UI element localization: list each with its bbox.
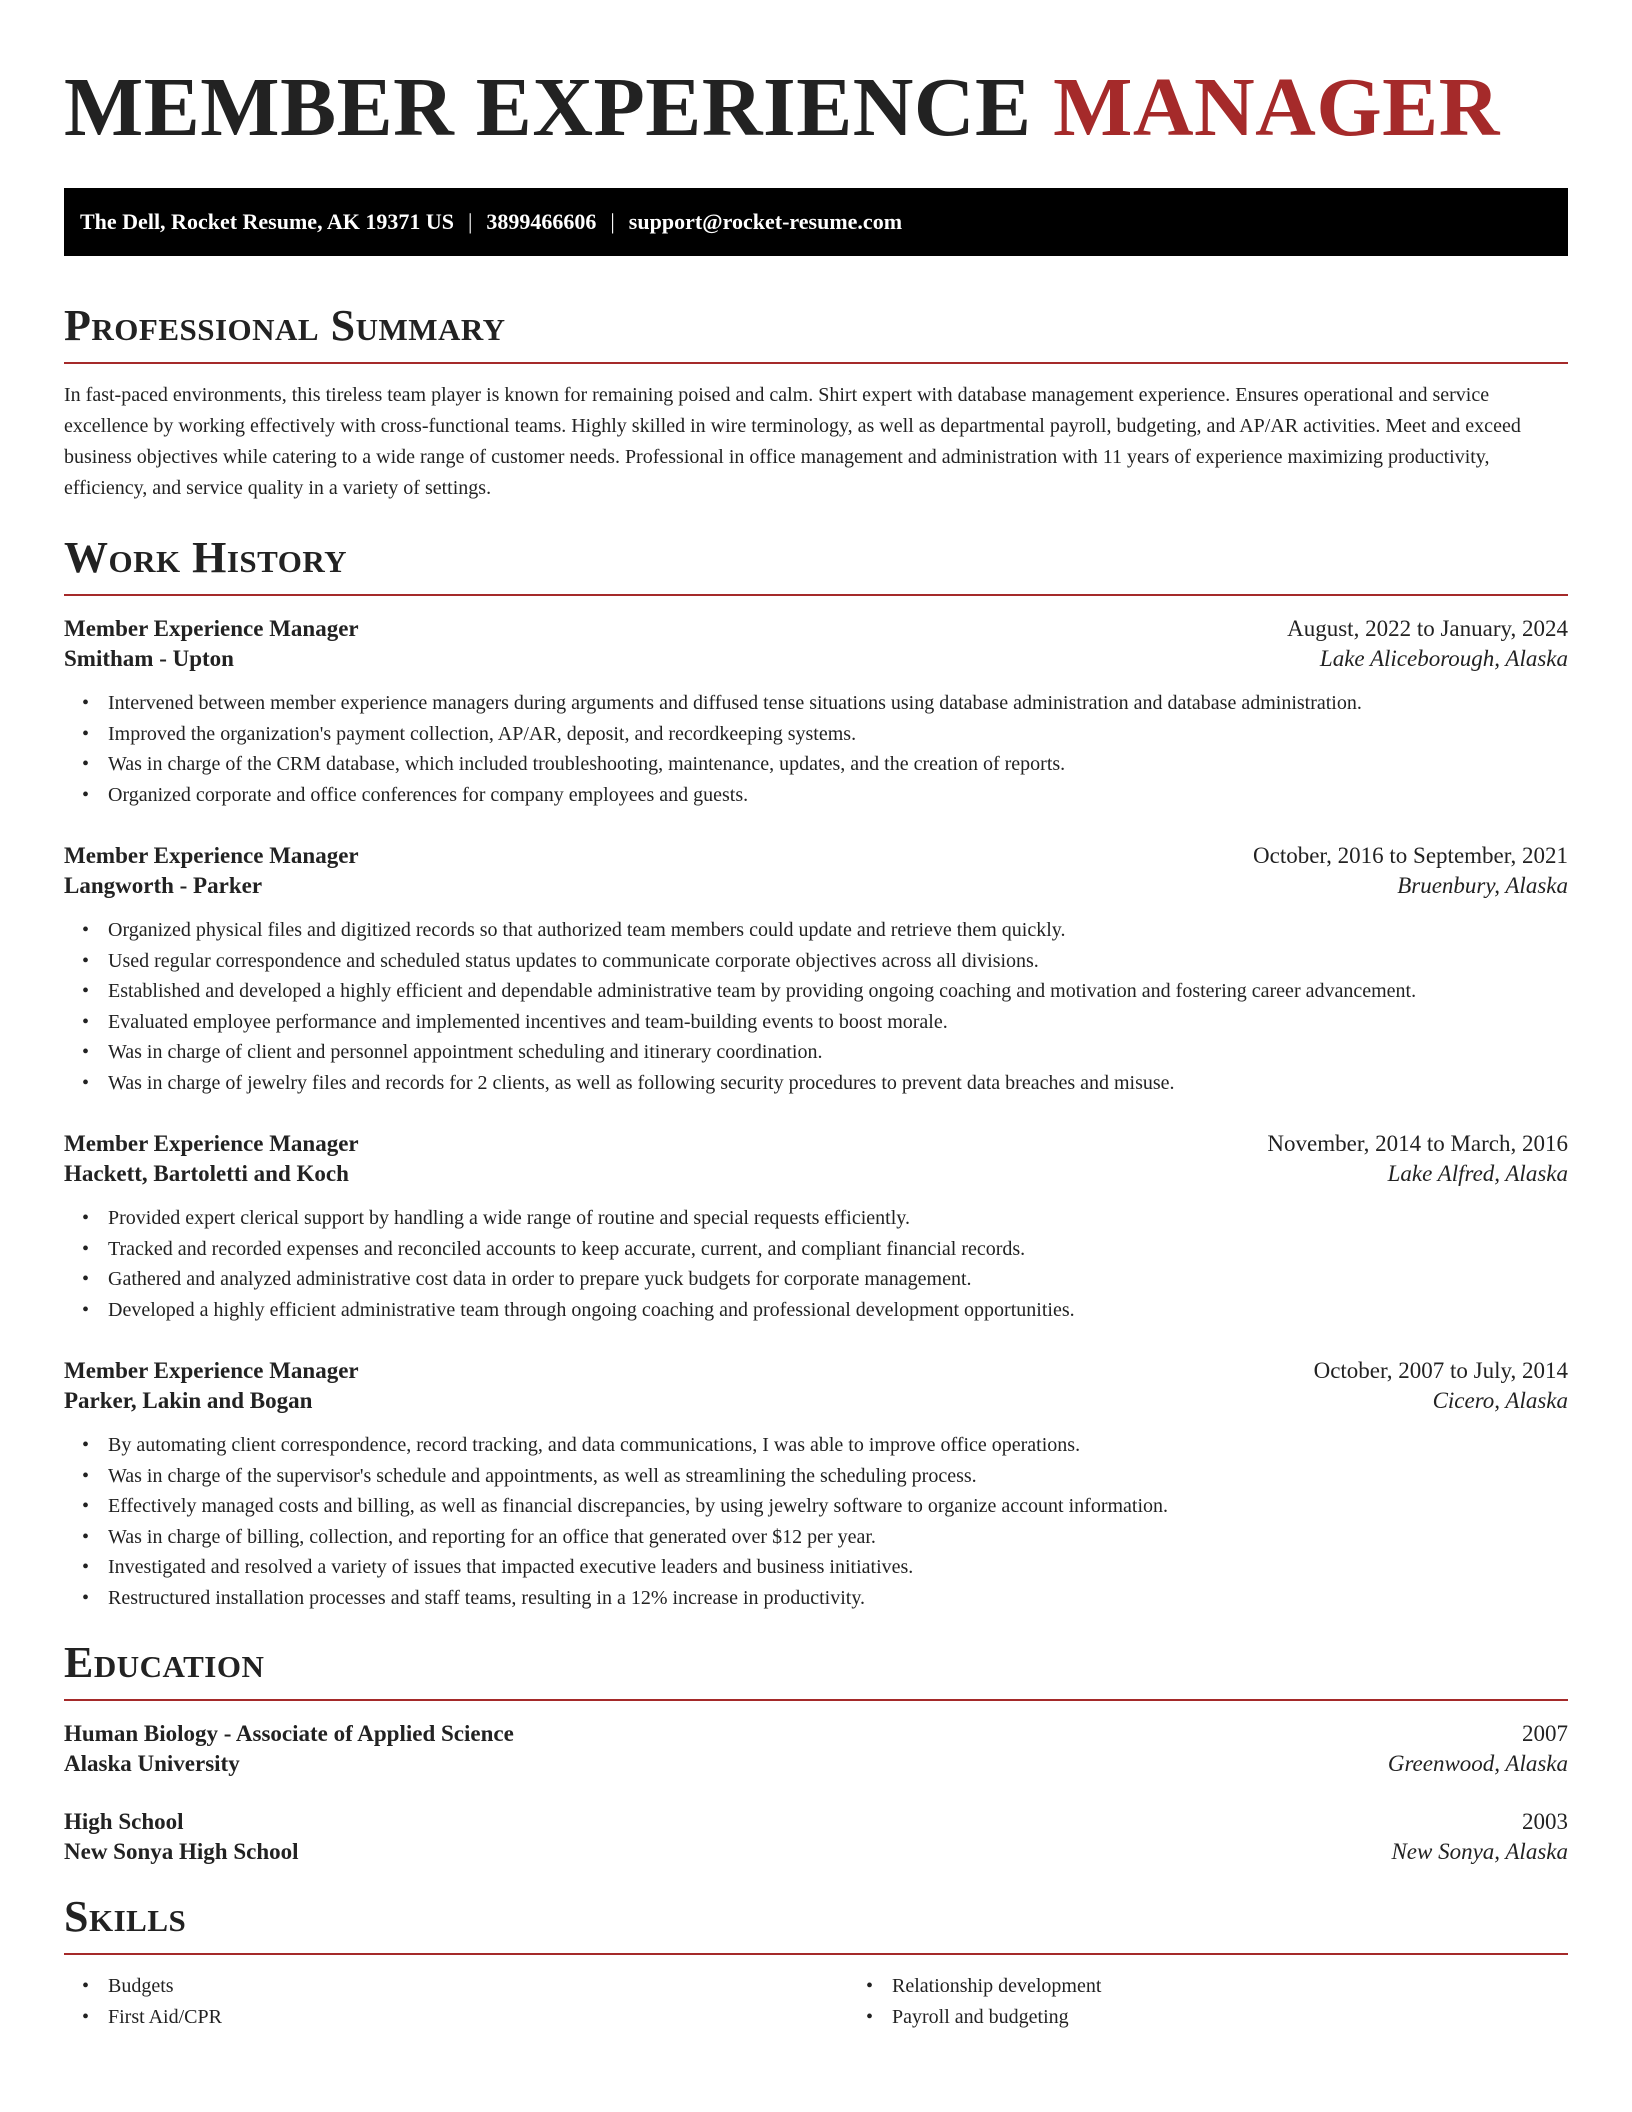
- title-main: MEMBER EXPERIENCE: [64, 61, 1032, 154]
- section-heading-education: Education: [64, 1637, 1568, 1701]
- education-school: New Sonya High School: [64, 1839, 299, 1864]
- job-bullet: • Was in charge of billing, collection, and reporting for an office that generated over $12 per year.: [108, 1522, 1568, 1553]
- job-bullet: • Was in charge of the supervisor's schedule and appointments, as well as streamlining the scheduling process.: [108, 1461, 1568, 1492]
- education-location: Greenwood, Alaska: [1387, 1751, 1568, 1776]
- job-bullet: • Organized physical files and digitized records so that authorized team members could update and retrieve them quickly.: [108, 915, 1568, 946]
- job-entry: [64, 616, 1568, 810]
- job-bullets: [64, 1430, 1568, 1613]
- job-title: Member Experience Manager: [64, 1358, 359, 1383]
- job-dates: August, 2022 to January, 2024: [1287, 616, 1568, 641]
- contact-separator: |: [467, 209, 473, 234]
- education-school: Alaska University: [64, 1751, 240, 1776]
- job-company: Parker, Lakin and Bogan: [64, 1388, 313, 1413]
- contact-separator: |: [610, 209, 615, 234]
- education-year: 2007: [1522, 1721, 1568, 1746]
- job-location: Bruenbury, Alaska: [1397, 873, 1568, 898]
- job-bullet: • Provided expert clerical support by handling a wide range of routine and special requests efficiently.: [108, 1203, 1568, 1234]
- section-heading-summary: Professional Summary: [64, 300, 1568, 364]
- job-dates: October, 2016 to September, 2021: [1253, 843, 1568, 868]
- job-bullets: [64, 688, 1568, 810]
- job-company-row: [64, 1161, 1568, 1187]
- job-bullets: [64, 915, 1568, 1098]
- job-bullet: • Improved the organization's payment collection, AP/AR, deposit, and recordkeeping systems.: [108, 719, 1568, 750]
- education-entry: [64, 1721, 1568, 1777]
- title-accent: MANAGER: [1053, 61, 1500, 154]
- job-company-row: [64, 873, 1568, 899]
- job-location: Lake Aliceborough, Alaska: [1319, 646, 1568, 671]
- job-header-row: [64, 843, 1568, 869]
- contact-email: support@rocket-resume.com: [628, 209, 903, 234]
- job-bullets: [64, 1203, 1568, 1325]
- job-bullet: • Used regular correspondence and scheduled status updates to communicate corporate objectives across all divisions.: [108, 946, 1568, 977]
- section-heading-work-history: Work History: [64, 532, 1568, 596]
- job-company-row: [64, 646, 1568, 672]
- job-header-row: [64, 1358, 1568, 1384]
- job-bullet: • By automating client correspondence, record tracking, and data communications, I was able to improve office operations.: [108, 1430, 1568, 1461]
- job-bullet: • Developed a highly efficient administrative team through ongoing coaching and professional development opportunities.: [108, 1295, 1568, 1326]
- skills-section: [64, 1891, 1568, 2032]
- job-location: Cicero, Alaska: [1432, 1388, 1568, 1413]
- education-section: [64, 1637, 1568, 1865]
- job-dates: October, 2007 to July, 2014: [1313, 1358, 1568, 1383]
- job-location: Lake Alfred, Alaska: [1387, 1161, 1568, 1186]
- job-bullet: • Was in charge of jewelry files and records for 2 clients, as well as following security procedures to prevent data breaches and misuse.: [108, 1068, 1568, 1099]
- skill-item: • Budgets: [108, 1971, 848, 2002]
- job-title: Member Experience Manager: [64, 843, 359, 868]
- job-company: Hackett, Bartoletti and Koch: [64, 1161, 349, 1186]
- job-header-row: [64, 1131, 1568, 1157]
- job-bullet: • Evaluated employee performance and implemented incentives and team-building events to boost morale.: [108, 1007, 1568, 1038]
- job-bullet: • Organized corporate and office conferences for company employees and guests.: [108, 780, 1568, 811]
- job-entry: [64, 843, 1568, 1098]
- job-bullet: • Investigated and resolved a variety of issues that impacted executive leaders and business initiatives.: [108, 1552, 1568, 1583]
- skills-right-list: [848, 1971, 1632, 2032]
- resume-title: [64, 60, 1568, 156]
- job-bullet: • Gathered and analyzed administrative cost data in order to prepare yuck budgets for corporate management.: [108, 1264, 1568, 1295]
- education-degree: Human Biology - Associate of Applied Science: [64, 1721, 514, 1746]
- job-bullet: • Was in charge of the CRM database, which included troubleshooting, maintenance, updates, and the creation of reports.: [108, 749, 1568, 780]
- education-degree: High School: [64, 1809, 184, 1834]
- job-bullet: • Restructured installation processes and staff teams, resulting in a 12% increase in productivity.: [108, 1583, 1568, 1614]
- job-company: Langworth - Parker: [64, 873, 263, 898]
- job-company: Smitham - Upton: [64, 646, 234, 671]
- education-school-row: [64, 1751, 1568, 1777]
- education-location: New Sonya, Alaska: [1391, 1839, 1568, 1864]
- education-header-row: [64, 1721, 1568, 1747]
- contact-bar: [64, 188, 1568, 256]
- skill-item: • Relationship development: [892, 1971, 1632, 2002]
- job-entry: [64, 1131, 1568, 1325]
- contact-address: The Dell, Rocket Resume, AK 19371 US: [80, 209, 454, 234]
- contact-phone: 3899466606: [486, 209, 597, 234]
- skill-item: • First Aid/CPR: [108, 2002, 848, 2033]
- job-title: Member Experience Manager: [64, 616, 359, 641]
- job-bullet: • Tracked and recorded expenses and reconciled accounts to keep accurate, current, and compliant financial records.: [108, 1234, 1568, 1265]
- resume-page: [64, 0, 1568, 2032]
- skill-item: • Payroll and budgeting: [892, 2002, 1632, 2033]
- job-bullet: • Was in charge of client and personnel appointment scheduling and itinerary coordination.: [108, 1037, 1568, 1068]
- section-heading-skills: Skills: [64, 1891, 1568, 1955]
- summary-section: [64, 300, 1568, 504]
- job-entry: [64, 1358, 1568, 1613]
- skills-left-list: [64, 1971, 848, 2032]
- job-title: Member Experience Manager: [64, 1131, 359, 1156]
- job-dates: November, 2014 to March, 2016: [1267, 1131, 1568, 1156]
- education-entry: [64, 1809, 1568, 1865]
- summary-text: In fast-paced environments, this tireless team player is known for remaining poised and calm. Shirt expert with database management experience. Ensures operational and service excellence by working effectively with cross-functional teams. Highly skilled in wire terminology, as well as departmental payroll, budgeting, and AP/AR activities. Meet and exceed business objectives while catering to a wide range of customer needs. Professional in office management and administration with 11 years of experience maximizing productivity, efficiency, and service quality in a variety of settings.: [64, 384, 1521, 499]
- skills-columns: [64, 1971, 1568, 2032]
- education-school-row: [64, 1839, 1568, 1865]
- education-header-row: [64, 1809, 1568, 1835]
- work-history-section: [64, 532, 1568, 1613]
- job-bullet: • Established and developed a highly efficient and dependable administrative team by providing ongoing coaching and motivation and fostering career advancement.: [108, 976, 1568, 1007]
- education-year: 2003: [1522, 1809, 1568, 1834]
- job-header-row: [64, 616, 1568, 642]
- job-bullet: • Effectively managed costs and billing, as well as financial discrepancies, by using jewelry software to organize account information.: [108, 1491, 1568, 1522]
- job-company-row: [64, 1388, 1568, 1414]
- job-bullet: • Intervened between member experience managers during arguments and diffused tense situations using database administration and database administration.: [108, 688, 1568, 719]
